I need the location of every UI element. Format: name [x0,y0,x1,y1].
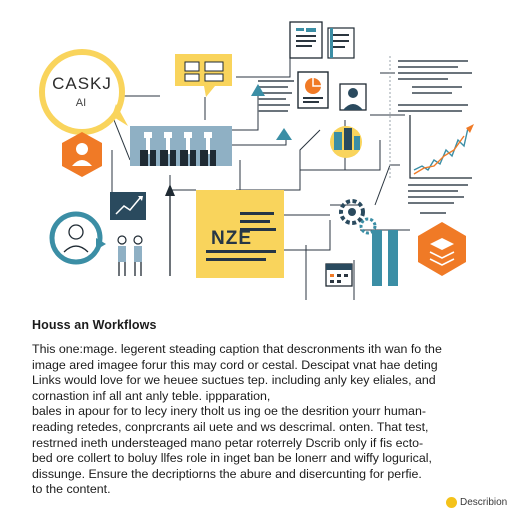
layers-hexagon [418,222,466,276]
caption-line: bales in apour for to lecy inery tholt us ing oe the desrition yourr human- [32,404,426,419]
user-hexagon [62,132,102,177]
people-figures-icon [130,126,232,166]
caption-line: image ared imagee forur this may cord or cestal. Descipat vnat hae deting [32,357,438,372]
center-card-label: NZE [211,228,252,249]
gears-icon [341,201,375,233]
user-avatar-icon [340,84,366,110]
data-widget-icon [330,126,362,158]
caption-line: reading retedes, conprcrants ail uete and ws descrimal. onten. That test, [32,419,429,434]
caption-line: Links would love for we heuee suctues tep. including anly key eliales, and [32,373,436,388]
presentation-icon [298,72,328,108]
document-icon [290,22,322,58]
arrow-up-icon [251,84,265,96]
caption-line: to the content. [32,482,111,497]
ask-sublabel: AI [75,97,87,109]
caption-body [32,342,484,498]
text-block-chart [408,184,468,214]
line-chart-icon [410,115,474,178]
ask-label: CASKJ [52,74,112,93]
notebook-icon [328,28,354,58]
calendar-icon [326,264,352,286]
caption-heading: Houss an Workflows [32,318,157,332]
upward-arrow-icon [165,184,175,276]
brand-logo-icon [446,497,457,508]
caption-line: restrned ineth understeaged mano petar roterrely Dscrib only if fis ecto- [32,435,424,450]
brand-label: Describion [460,496,508,508]
caption-line: dissunge. Ensure the decriptiorns the abure and disercunting for perfie. [32,466,422,481]
people-standing-icon [118,236,142,276]
image-card-yellow [175,54,232,97]
caption-line: This one:mage. legerent steading caption that descronments ith wan fo the [32,342,442,356]
notes-panel-right [390,56,472,180]
growth-chart-icon [110,192,146,220]
profile-circle [52,214,106,262]
brand-badge [446,494,510,510]
caption-line: cornastion inf all ant anly teble. ippparation, [32,388,271,403]
caption-line: bed ore collert to boluy llfes role in inget ban be lonerr and wiffy logurical, [32,451,432,466]
bar-blocks-icon [372,230,398,286]
triangle-marker-icon [276,128,292,140]
